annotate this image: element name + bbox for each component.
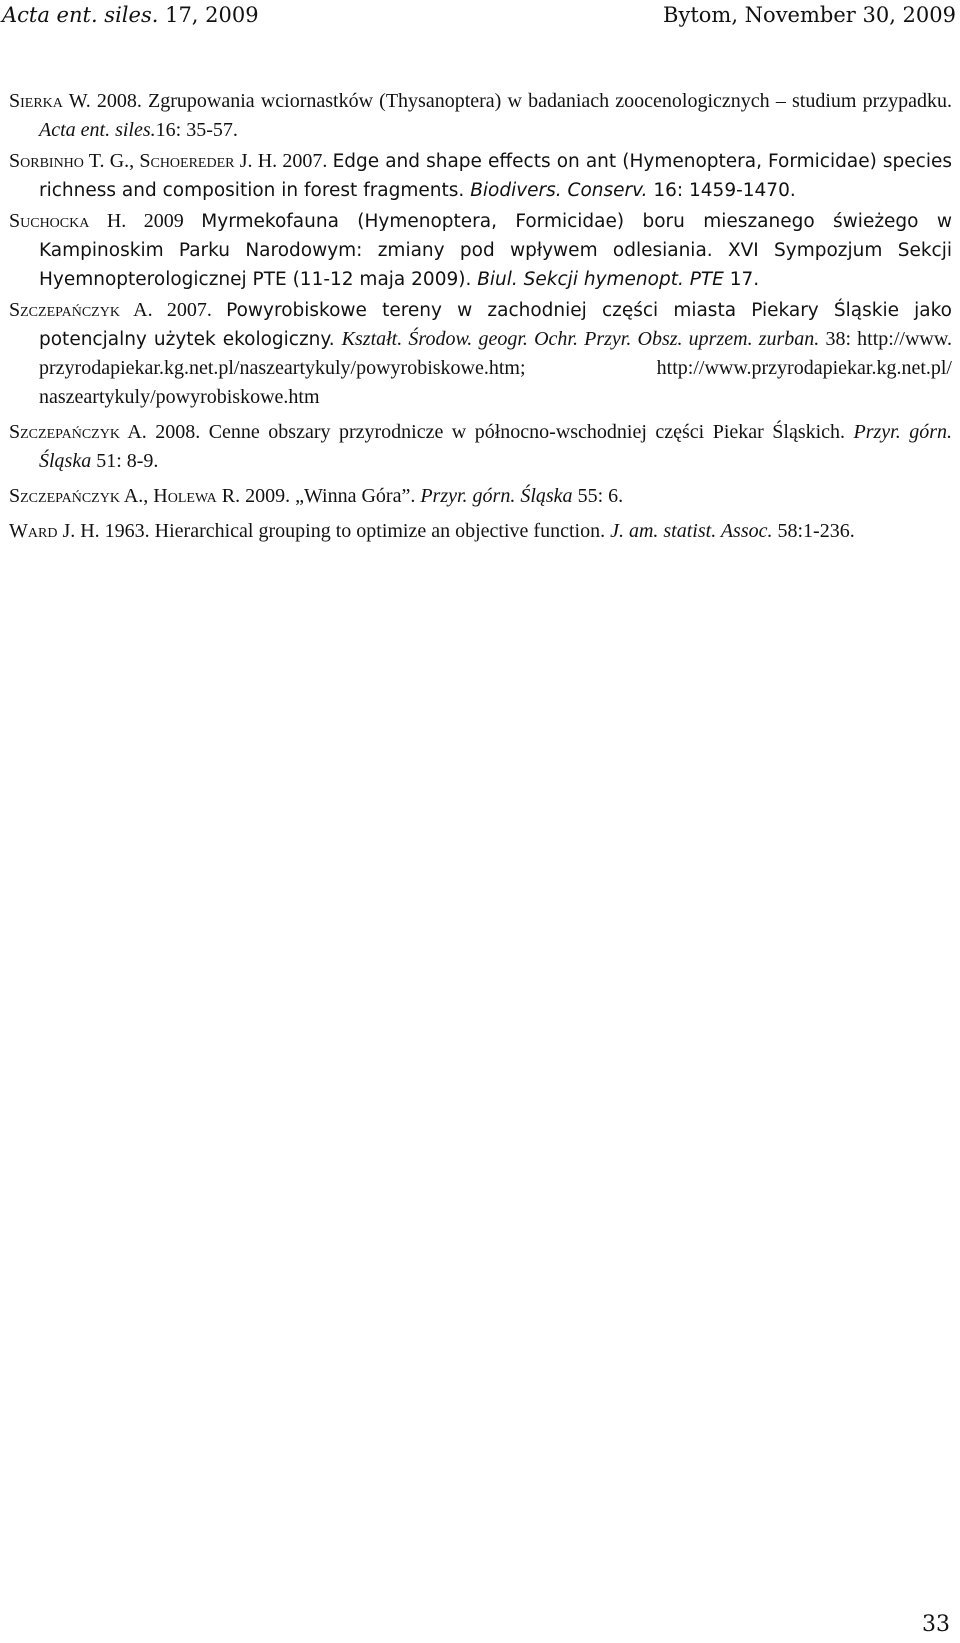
reference-title: Myrmekofauna (Hymenoptera, Formicidae) boru mieszanego świeżego w Kampinoskim Parku Narodowym: zmiany pod wpływem odlesiania. XVI Sympozjum Sekcji Hyemnopterologicznej PTE (11-12 maja 2009). [39, 211, 952, 290]
reference-title: Powyrobiskowe tereny w zachodniej części miasta Piekary Śląskie jako potencjalny użytek ekologiczny. [39, 300, 952, 350]
reference-item [9, 482, 952, 511]
reference-initials-year: R. 2009. [216, 485, 296, 507]
reference-author: Holewa [153, 485, 217, 507]
reference-title: Cenne obszary przyrodnicze w północno-wschodniej części Piekar Śląskich. [208, 421, 854, 443]
reference-volume-pages: 38: http://www. przyrodapiekar.kg.net.pl/naszeartykuly/powyrobiskowe.htm; http://www.przyrodapiekar.kg.net.pl/ naszeartykuly/powyrobiskowe.htm [39, 328, 952, 408]
reference-author: Sorbinho [9, 150, 84, 172]
journal-name: Acta ent. siles. [2, 3, 159, 27]
reference-initials-year: A. 2008. [119, 421, 209, 443]
reference-list [9, 87, 952, 548]
reference-volume-pages: 16: 1459-1470. [647, 180, 796, 201]
reference-journal: Biul. Sekcji hymenopt. PTE [477, 269, 724, 290]
reference-author: Schoereder [139, 150, 235, 172]
reference-volume-pages: 51: 8-9. [91, 450, 159, 472]
reference-title: Edge and shape effects on ant (Hymenoptera, Formicidae) species richness and composition in forest fragments. [39, 151, 952, 201]
reference-journal: Biodivers. Conserv. [470, 180, 648, 201]
reference-journal: Acta ent. siles. [39, 119, 156, 141]
reference-initials-year: H. 2009 [89, 210, 202, 232]
reference-initials-year: W. 2008. [62, 90, 149, 112]
reference-initials-year: J. H. 1963. [57, 520, 155, 542]
reference-item [9, 147, 952, 205]
reference-initials: A., [119, 485, 154, 507]
reference-author: Ward [9, 520, 58, 542]
reference-journal: J. am. statist. Assoc. [610, 520, 773, 542]
reference-author: Sierka [9, 90, 63, 112]
reference-author: Suchocka [9, 210, 90, 232]
reference-journal: Kształt. Środow. geogr. Ochr. Przyr. Obsz. uprzem. zurban. [341, 328, 820, 350]
reference-author: Szczepańczyk [9, 299, 120, 321]
reference-title: Hierarchical grouping to optimize an objective function. [154, 520, 611, 542]
volume-year: 17, 2009 [158, 3, 259, 27]
reference-item [9, 418, 952, 476]
reference-journal: Przyr. górn. Śląska [39, 421, 952, 472]
reference-title: Zgrupowania wciornastków (Thysanoptera) w badaniach zoocenologicznych – studium przypadku. [148, 90, 952, 112]
reference-initials-year: J. H. 2007. [234, 150, 333, 172]
reference-volume-pages: 16: 35-57. [155, 119, 238, 141]
reference-initials: T. G., [83, 150, 140, 172]
reference-item [9, 207, 952, 294]
reference-author: Szczepańczyk [9, 485, 120, 507]
journal-citation [2, 3, 259, 27]
reference-journal: Przyr. górn. Śląska [420, 485, 573, 507]
reference-initials-year: A. 2007. [119, 299, 227, 321]
reference-item [9, 517, 952, 546]
running-header [0, 3, 960, 37]
reference-author: Szczepańczyk [9, 421, 120, 443]
page-number: 33 [922, 1612, 950, 1637]
place-date: Bytom, November 30, 2009 [663, 3, 956, 27]
reference-volume-pages: 55: 6. [572, 485, 624, 507]
reference-volume-pages: 17. [723, 269, 760, 290]
reference-item [9, 296, 952, 412]
reference-item [9, 87, 952, 145]
reference-volume-pages: 58:1-236. [772, 520, 855, 542]
reference-title: „Winna Góra”. [295, 485, 421, 507]
